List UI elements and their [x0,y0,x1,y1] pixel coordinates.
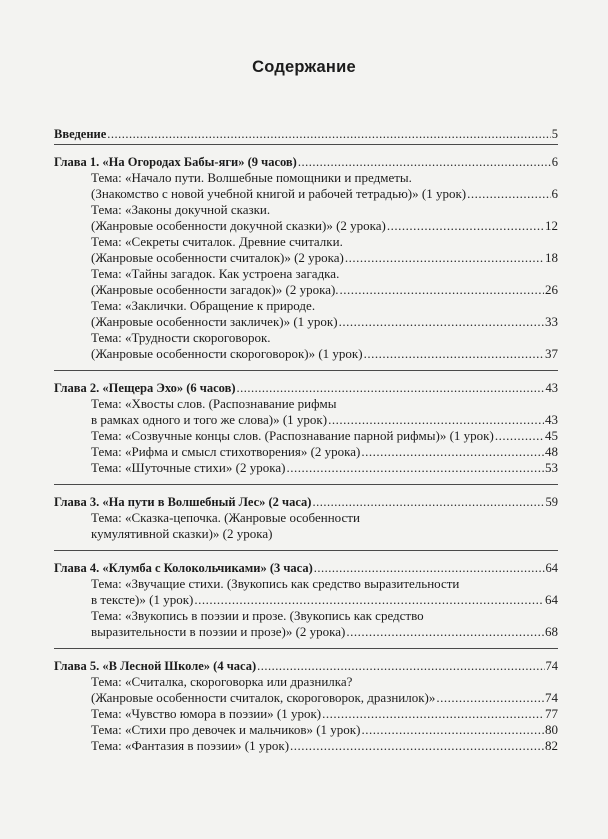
toc-topic [54,592,558,608]
page-number: 48 [545,444,558,459]
spacer [54,754,558,760]
toc-chapter-text: Глава 2. «Пещера Эхо» (6 часов) [54,381,236,395]
toc-chapter-text: Глава 4. «Клумба с Колокольчиками» (3 часа) [54,561,313,575]
dot-leader [339,314,544,330]
page-number: 64 [545,561,558,575]
page-number: 26 [545,282,558,297]
toc-topic-text: Тема: «Рифма и смысл стихотворения» (2 урока) [91,444,361,459]
dot-leader [314,560,545,576]
dot-leader [436,690,544,706]
toc-topic-text: (Жанровые особенности закличек)» (1 урок) [91,314,338,329]
toc-topic [54,218,558,234]
toc-chapter [54,658,558,674]
page-number: 37 [545,346,558,361]
toc-topic-line: Тема: «Хвосты слов. (Распознавание рифмы [91,396,337,411]
toc-topic-line: Тема: «Заклички. Обращение к природе. [91,298,316,313]
dot-leader [467,186,550,202]
dot-leader [364,346,544,362]
dot-leader [237,380,545,396]
dot-leader [286,460,544,476]
toc-topic-text: в тексте)» (1 урок) [91,592,194,607]
spacer [54,640,558,646]
dot-leader [387,218,544,234]
page-number: 33 [545,314,558,329]
dot-leader [312,494,544,510]
divider [54,550,558,551]
toc-topic [54,282,558,298]
toc-topic-line: Тема: «Секреты считалок. Древние считалки. [91,234,343,249]
dot-leader [328,412,544,428]
page-number: 77 [545,706,558,721]
divider [54,370,558,371]
page-number: 80 [545,722,558,737]
toc-topic [54,346,558,362]
divider [54,648,558,649]
toc-topic-text: (Жанровые особенности загадок)» (2 урока). [91,282,339,297]
page-title: Содержание [252,58,356,76]
page-number: 74 [545,690,558,705]
toc-topic [54,706,558,722]
toc-chapter [54,380,558,396]
toc-topic-line: Тема: «Начало пути. Волшебные помощники и предметы. [91,170,412,185]
toc-topic [54,186,558,202]
toc-chapter-text: Глава 1. «На Огородах Бабы-яги» (9 часов) [54,155,297,169]
toc-topic-text: Тема: «Созвучные концы слов. (Распознавание парной рифмы)» (1 урок) [91,428,494,443]
toc-topic [54,444,558,460]
page-number: 5 [551,127,558,141]
dot-leader [345,250,544,266]
dot-leader [290,738,544,754]
toc-topic [54,722,558,738]
toc-topic-text: (Жанровые особенности считалок)» (2 урока) [91,250,344,265]
page-number: 43 [545,412,558,427]
toc-chapter [54,154,558,170]
toc-topic-text: Тема: «Шуточные стихи» (2 урока) [91,460,286,475]
toc-topic-line: Тема: «Звукопись в поэзии и прозе. (Звукопись как средство [91,608,424,623]
page-number: 12 [545,218,558,233]
toc-topic-text: Тема: «Стихи про девочек и мальчиков» (1 урок) [91,722,361,737]
dot-leader [322,706,544,722]
page-number: 64 [545,592,558,607]
divider [54,484,558,485]
dot-leader [257,658,544,674]
toc-chapter [54,560,558,576]
toc-topic-text: (Жанровые особенности скороговорок)» (1 урок) [91,346,363,361]
page-number: 59 [545,495,558,509]
toc-chapter-text: Глава 5. «В Лесной Школе» (4 часа) [54,659,257,673]
page-number: 6 [551,155,558,169]
page-number: 53 [545,460,558,475]
toc-topic-line: Тема: «Сказка-цепочка. (Жанровые особенности [91,510,360,525]
toc-topic-line: Тема: «Тайны загадок. Как устроена загадка. [91,266,340,281]
toc-topic [54,460,558,476]
toc-topic-text: (Знакомство с новой учебной книгой и рабочей тетрадью)» (1 урок) [91,186,467,201]
dot-leader [298,154,551,170]
spacer [54,476,558,482]
toc-topic [54,690,558,706]
dot-leader [361,444,544,460]
spacer [54,542,558,548]
toc-topic [54,250,558,266]
toc-topic-text: Тема: «Чувство юмора в поэзии» (1 урок) [91,706,322,721]
divider [54,144,558,145]
dot-leader [346,624,544,640]
page-number: 43 [545,381,558,395]
toc-topic-text: в рамках одного и того же слова)» (1 урок) [91,412,328,427]
dot-leader [495,428,544,444]
page-number: 6 [551,186,558,201]
toc-chapter [54,494,558,510]
dot-leader [194,592,544,608]
page-number: 68 [545,624,558,639]
toc-topic-text: (Жанровые особенности считалок, скороговорок, дразнилок)» [91,690,436,705]
page-number: 82 [545,738,558,753]
toc-topic-text: (Жанровые особенности докучной сказки)» (2 урока) [91,218,386,233]
page-number: 74 [545,659,558,673]
toc-chapter-text: Глава 3. «На пути в Волшебный Лес» (2 часа) [54,495,312,509]
toc-topic-line: Тема: «Законы докучной сказки. [91,202,271,217]
dot-leader [107,126,550,142]
toc-topic [54,412,558,428]
dot-leader [340,282,544,298]
page-number: 18 [545,250,558,265]
toc-topic-text: Тема: «Фантазия в поэзии» (1 урок) [91,738,290,753]
toc-entry-intro-text: Введение [54,127,107,141]
toc-topic [54,428,558,444]
toc-topic-line: Тема: «Трудности скороговорок. [91,330,271,345]
toc-topic-line: Тема: «Звучащие стихи. (Звукопись как средство выразительности [91,576,460,591]
toc-topic-line: кумулятивной сказки)» (2 урока) [91,526,273,541]
spacer [54,362,558,368]
table-of-contents [54,126,558,760]
page-number: 45 [545,428,558,443]
toc-topic-text: выразительности в поэзии и прозе)» (2 урока) [91,624,346,639]
toc-topic [54,738,558,754]
toc-entry-intro [54,126,558,142]
toc-topic-line: Тема: «Считалка, скороговорка или дразнилка? [91,674,353,689]
toc-topic [54,624,558,640]
toc-topic [54,314,558,330]
dot-leader [361,722,544,738]
